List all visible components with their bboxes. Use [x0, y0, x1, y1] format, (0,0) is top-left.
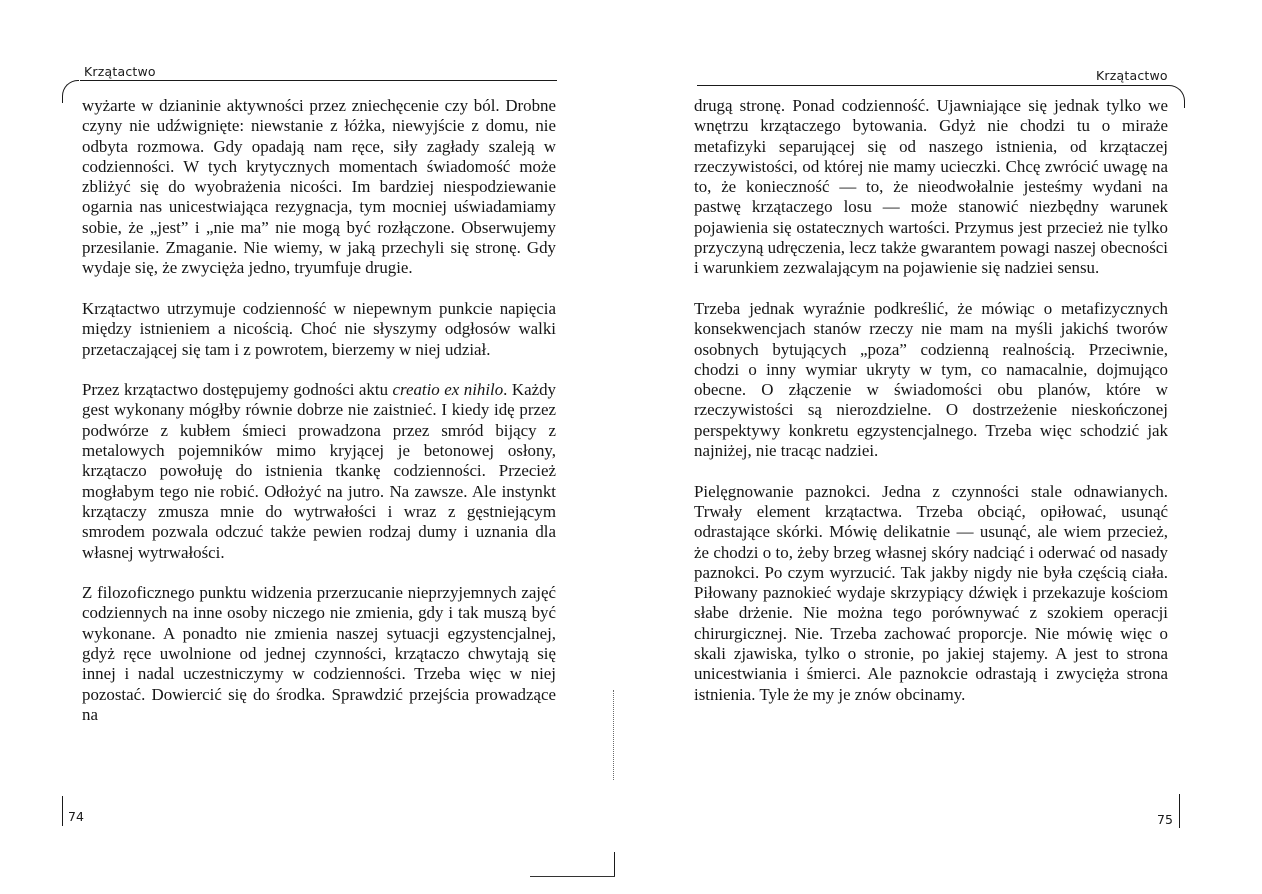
folio-bar-right: [1179, 794, 1180, 828]
header-rule-left: [80, 80, 557, 81]
right-page-body: [694, 96, 1168, 705]
paragraph: Przez krzątactwo dostępujemy godności aktu creatio ex nihilo. Każdy gest wykonany mógłby równie dobrze nie zaistnieć. I kiedy idę przez podwórze z kubłem śmieci prowadzona przez smród bijący z metalowych pojemników mimo kryjącej je betonowej osłony, krzątaczo powołuję do istnienia tkankę codzienności. Przecież mogłabym tego nie robić. Odłożyć na jutro. Na zawsze. Ale instynkt krzątaczy zmusza mnie do wytrwałości i wraz z gęstniejącym smrodem pozwala odczuć także pewien rodzaj dumy i uznania dla własnej wytrwałości.: [82, 380, 556, 562]
header-rule-right: [697, 85, 1169, 86]
paragraph: Krzątactwo utrzymuje codzienność w niepewnym punkcie napięcia między istnieniem a nicością. Choć nie słyszymy odgłosów walki przetaczającej się tam i z powrotem, bierzemy w niej udział.: [82, 298, 556, 359]
paragraph: drugą stronę. Ponad codzienność. Ujawniające się jednak tylko we wnętrzu krzątaczego bytowania. Gdyż nie chodzi tu o miraże metafizyki separującej się od naszego istnienia, od krzątaczej rzeczywistości, od której nie mamy ucieczki. Chcę zwrócić uwagę na to, że konieczność — to, że nieodwołalnie jesteśmy wydani na pastwę krzątaczego losu — może stanowić niezbędny warunek pojawienia się ostatecznych wartości. Przymus jest przecież nie tylko przyczyną udręczenia, lecz także gwarantem powagi naszej obecności i warunkiem zezwalającym na pojawienie się nadziei sensu.: [694, 96, 1168, 278]
paragraph: Trzeba jednak wyraźnie podkreślić, że mówiąc o metafizycznych konsekwencjach stanów rzeczy nie mam na myśli jakichś tworów osobnych bytujących „poza” codzienną realnością. Przeciwnie, chodzi o inny wymiar ukryty w tym, co namacalnie, dojmująco obecne. O złączenie w świadomości obu planów, które w rzeczywistości są nierozdzielne. O dostrzeżenie nieskończonej perspektywy konkretu egzystencjalnego. Trzeba więc schodzić jak najniżej, nie tracąc nadziei.: [694, 298, 1168, 461]
header-corner-left: [62, 80, 79, 103]
paragraph: Pielęgnowanie paznokci. Jedna z czynności stale odnawianych. Trwały element krzątactwa. Trzeba obciąć, opiłować, usunąć odrastające skórki. Mówię delikatnie — usunąć, ale wiem przecież, że chodzi o to, żeby brzeg własnej skóry nadciąć i oderwać od nasady paznokci. Po czym wyrzucić. Tak jakby nigdy nie była częścią ciała. Piłowany paznokieć wydaje skrzypiący dźwięk i przekazuje kościom słabe drżenie. Nie można tego porównywać z szokiem operacji chirurgicznej. Nie. Trzeba zachować proporcje. Nie mówię więc o skali zjawiska, tylko o stronie, po jakiej stajemy. A jest to strona unicestwiania i śmierci. Ale paznokcie odrastają i zwycięża strona istnienia. Tyle że my je znów obcinamy.: [694, 481, 1168, 704]
page-number-left: 74: [68, 809, 84, 824]
page-number-right: 75: [1157, 812, 1173, 827]
running-head-left: Krzątactwo: [84, 64, 156, 79]
paragraph: wyżarte w dzianinie aktywności przez zniechęcenie czy ból. Drobne czyny nie udźwignięte: niewstanie z łóżka, niewyjście z domu, nie odbyta rozmowa. Gdy opadają nam ręce, siły zagłady szaleją w codzienności. W tych krytycznych momentach świadomość może zbliżyć się do wyobrażenia nicości. Im bardziej niespodziewanie ogarnia nas unicestwiająca rezygnacja, tym mocniej uświadamiamy sobie, że „jest” i „nie ma” nie mogą być rozłączone. Obserwujemy przesilanie. Zmaganie. Nie wiemy, w jaką przechyli się stronę. Gdy wydaje się, że zwycięża jedno, tryumfuje drugie.: [82, 96, 556, 278]
gutter-mark-bottom: [614, 852, 615, 876]
folio-bar-left: [62, 796, 63, 826]
left-page-body: [82, 96, 556, 725]
gutter-mark: [613, 690, 614, 780]
latin-phrase: creatio ex nihilo: [392, 380, 504, 400]
gutter-mark-bottom-rule: [530, 876, 615, 877]
running-head-right: Krzątactwo: [1096, 68, 1168, 83]
header-corner-right: [1168, 85, 1185, 108]
paragraph: Z filozoficznego punktu widzenia przerzucanie nieprzyjemnych zajęć codziennych na inne osoby niczego nie zmienia, gdy i tak muszą być wykonane. A ponadto nie zmienia naszej sytuacji egzystencjalnej, gdyż ręce uwolnione od jednej czynności, krzątaczo chwytają się innej i nadal uczestniczymy w codzienności. Trzeba więc w niej pozostać. Dowiercić się do środka. Sprawdzić przejścia prowadzące na: [82, 583, 556, 724]
